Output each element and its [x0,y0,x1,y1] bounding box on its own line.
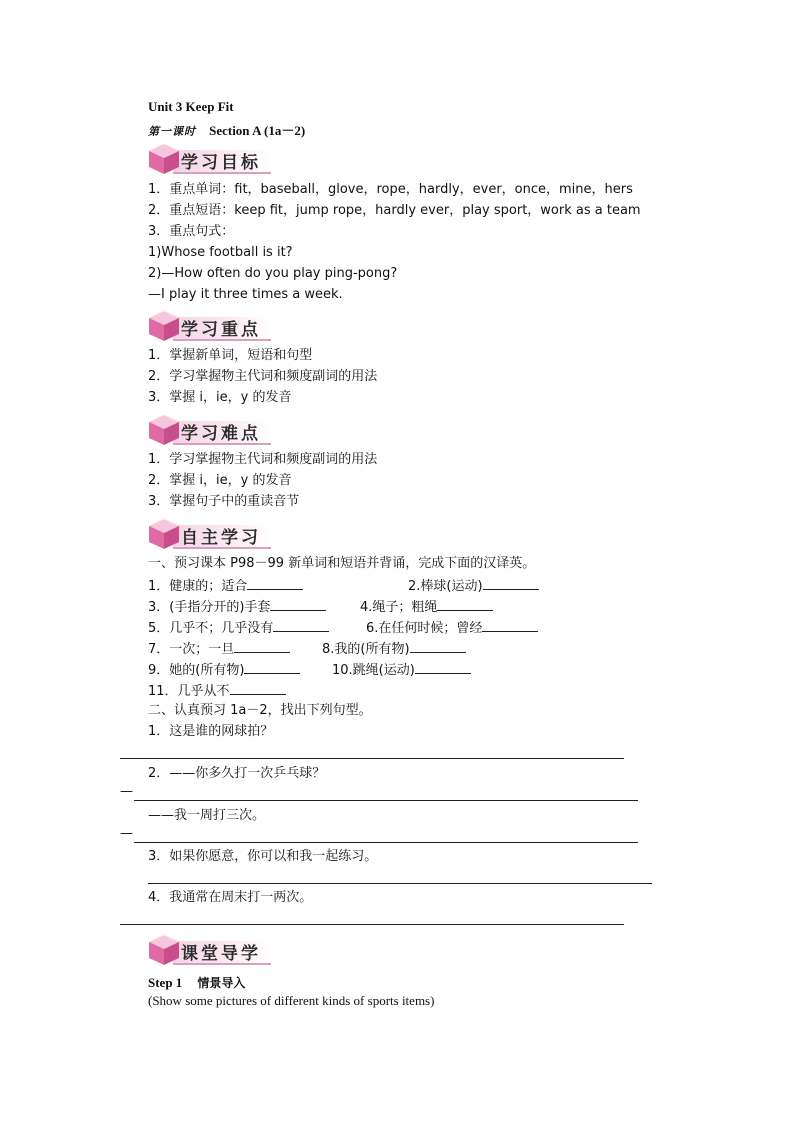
section-label: Section A (1a－2) [209,123,306,138]
pink-cube-icon [147,309,181,343]
goals-line-2: 2．重点短语：keep fit，jump rope，hardly ever，play sport，work as a team [148,203,641,218]
answer-dash: — [120,826,133,841]
lesson-label: 第一课时 [148,125,196,138]
question-1: 1．这是谁的网球拍？ [148,724,274,739]
fill-item-label: 11．几乎从不 [148,684,230,699]
fill-item-7 [148,640,290,658]
goals-line-4: 1)Whose football is it? [148,245,293,260]
key-points-line-3: 3．掌握 i，ie，y 的发音 [148,390,292,405]
step-label: Step 1 [148,975,183,990]
answer-blank[interactable] [234,640,290,653]
fill-item-10 [332,661,471,679]
fill-item-9 [148,661,300,679]
fill-item-label: 8.我的(所有物) [322,642,410,657]
goals-line-6: —I play it three times a week. [148,287,343,302]
step-title: 情景导入 [197,976,246,990]
answer-line[interactable] [120,758,624,759]
answer-blank[interactable] [483,577,539,590]
part1-title: 一、预习课本 P98－99 新单词和短语并背诵，完成下面的汉译英。 [148,556,536,571]
fill-item-6 [366,619,538,637]
answer-blank[interactable] [247,577,303,590]
question-3: 3．如果你愿意，你可以和我一起练习。 [148,849,378,864]
pink-cube-icon [147,933,181,967]
pink-cube-icon [147,413,181,447]
answer-blank[interactable] [482,619,538,632]
question-2-answer: ——我一周打三次。 [148,808,266,823]
banner-label: 自主学习 [181,528,261,548]
banner-label: 学习目标 [181,153,261,173]
fill-item-8 [322,640,466,658]
goals-banner [147,142,271,174]
class-guide-banner [147,933,271,965]
fill-item-2 [408,577,539,595]
part2-title: 二、认真预习 1a－2，找出下列句型。 [148,703,372,718]
pink-cube-icon [147,517,181,551]
answer-blank[interactable] [273,619,329,632]
question-2: 2．——你多久打一次乒乓球？ [148,766,326,781]
fill-item-label: 3．(手指分开的)手套 [148,600,271,615]
answer-line[interactable] [134,800,638,801]
fill-item-3 [148,598,326,616]
difficulties-banner [147,413,271,445]
fill-item-11 [148,682,286,700]
answer-line[interactable] [134,842,638,843]
answer-blank[interactable] [415,661,471,674]
fill-item-label: 7．一次；一旦 [148,642,235,657]
banner-label: 学习难点 [181,424,261,444]
key-points-line-1: 1．掌握新单词，短语和句型 [148,348,313,363]
fill-item-label: 6.在任何时候；曾经 [366,621,483,636]
fill-item-label: 5．几乎不；几乎没有 [148,621,274,636]
fill-item-label: 1．健康的；适合 [148,579,248,594]
fill-item-5 [148,619,329,637]
fill-item-label: 10.跳绳(运动) [332,663,415,678]
banner-label: 学习重点 [181,320,261,340]
fill-item-4 [360,598,493,616]
fill-item-label: 2.棒球(运动) [408,579,483,594]
answer-blank[interactable] [244,661,300,674]
lesson-header [148,120,305,139]
answer-dash: — [120,784,133,799]
answer-line[interactable] [120,924,624,925]
fill-item-label: 4.绳子；粗绳 [360,600,438,615]
difficulties-line-1: 1．学习掌握物主代词和频度副词的用法 [148,452,378,467]
question-4: 4．我通常在周末打一两次。 [148,890,313,905]
step-1-header [148,972,245,991]
answer-blank[interactable] [410,640,466,653]
answer-line[interactable] [148,883,652,884]
step-1-note: (Show some pictures of different kinds of sports items) [148,993,435,1008]
self-study-banner [147,517,271,549]
answer-blank[interactable] [270,598,326,611]
goals-line-3: 3．重点句式： [148,224,235,239]
difficulties-line-2: 2．掌握 i，ie，y 的发音 [148,473,292,488]
banner-label: 课堂导学 [181,944,261,964]
fill-item-label: 9．她的(所有物) [148,663,245,678]
goals-line-1: 1．重点单词：fit，baseball，glove，rope，hardly，ever，once，mine，hers [148,182,633,197]
fill-item-1 [148,577,303,595]
difficulties-line-3: 3．掌握句子中的重读音节 [148,494,300,509]
pink-cube-icon [147,142,181,176]
unit-title: Unit 3 Keep Fit [148,99,234,114]
key-points-banner [147,309,271,341]
goals-line-5: 2)—How often do you play ping-pong? [148,266,398,281]
key-points-line-2: 2．学习掌握物主代词和频度副词的用法 [148,369,378,384]
answer-blank[interactable] [437,598,493,611]
answer-blank[interactable] [230,682,286,695]
